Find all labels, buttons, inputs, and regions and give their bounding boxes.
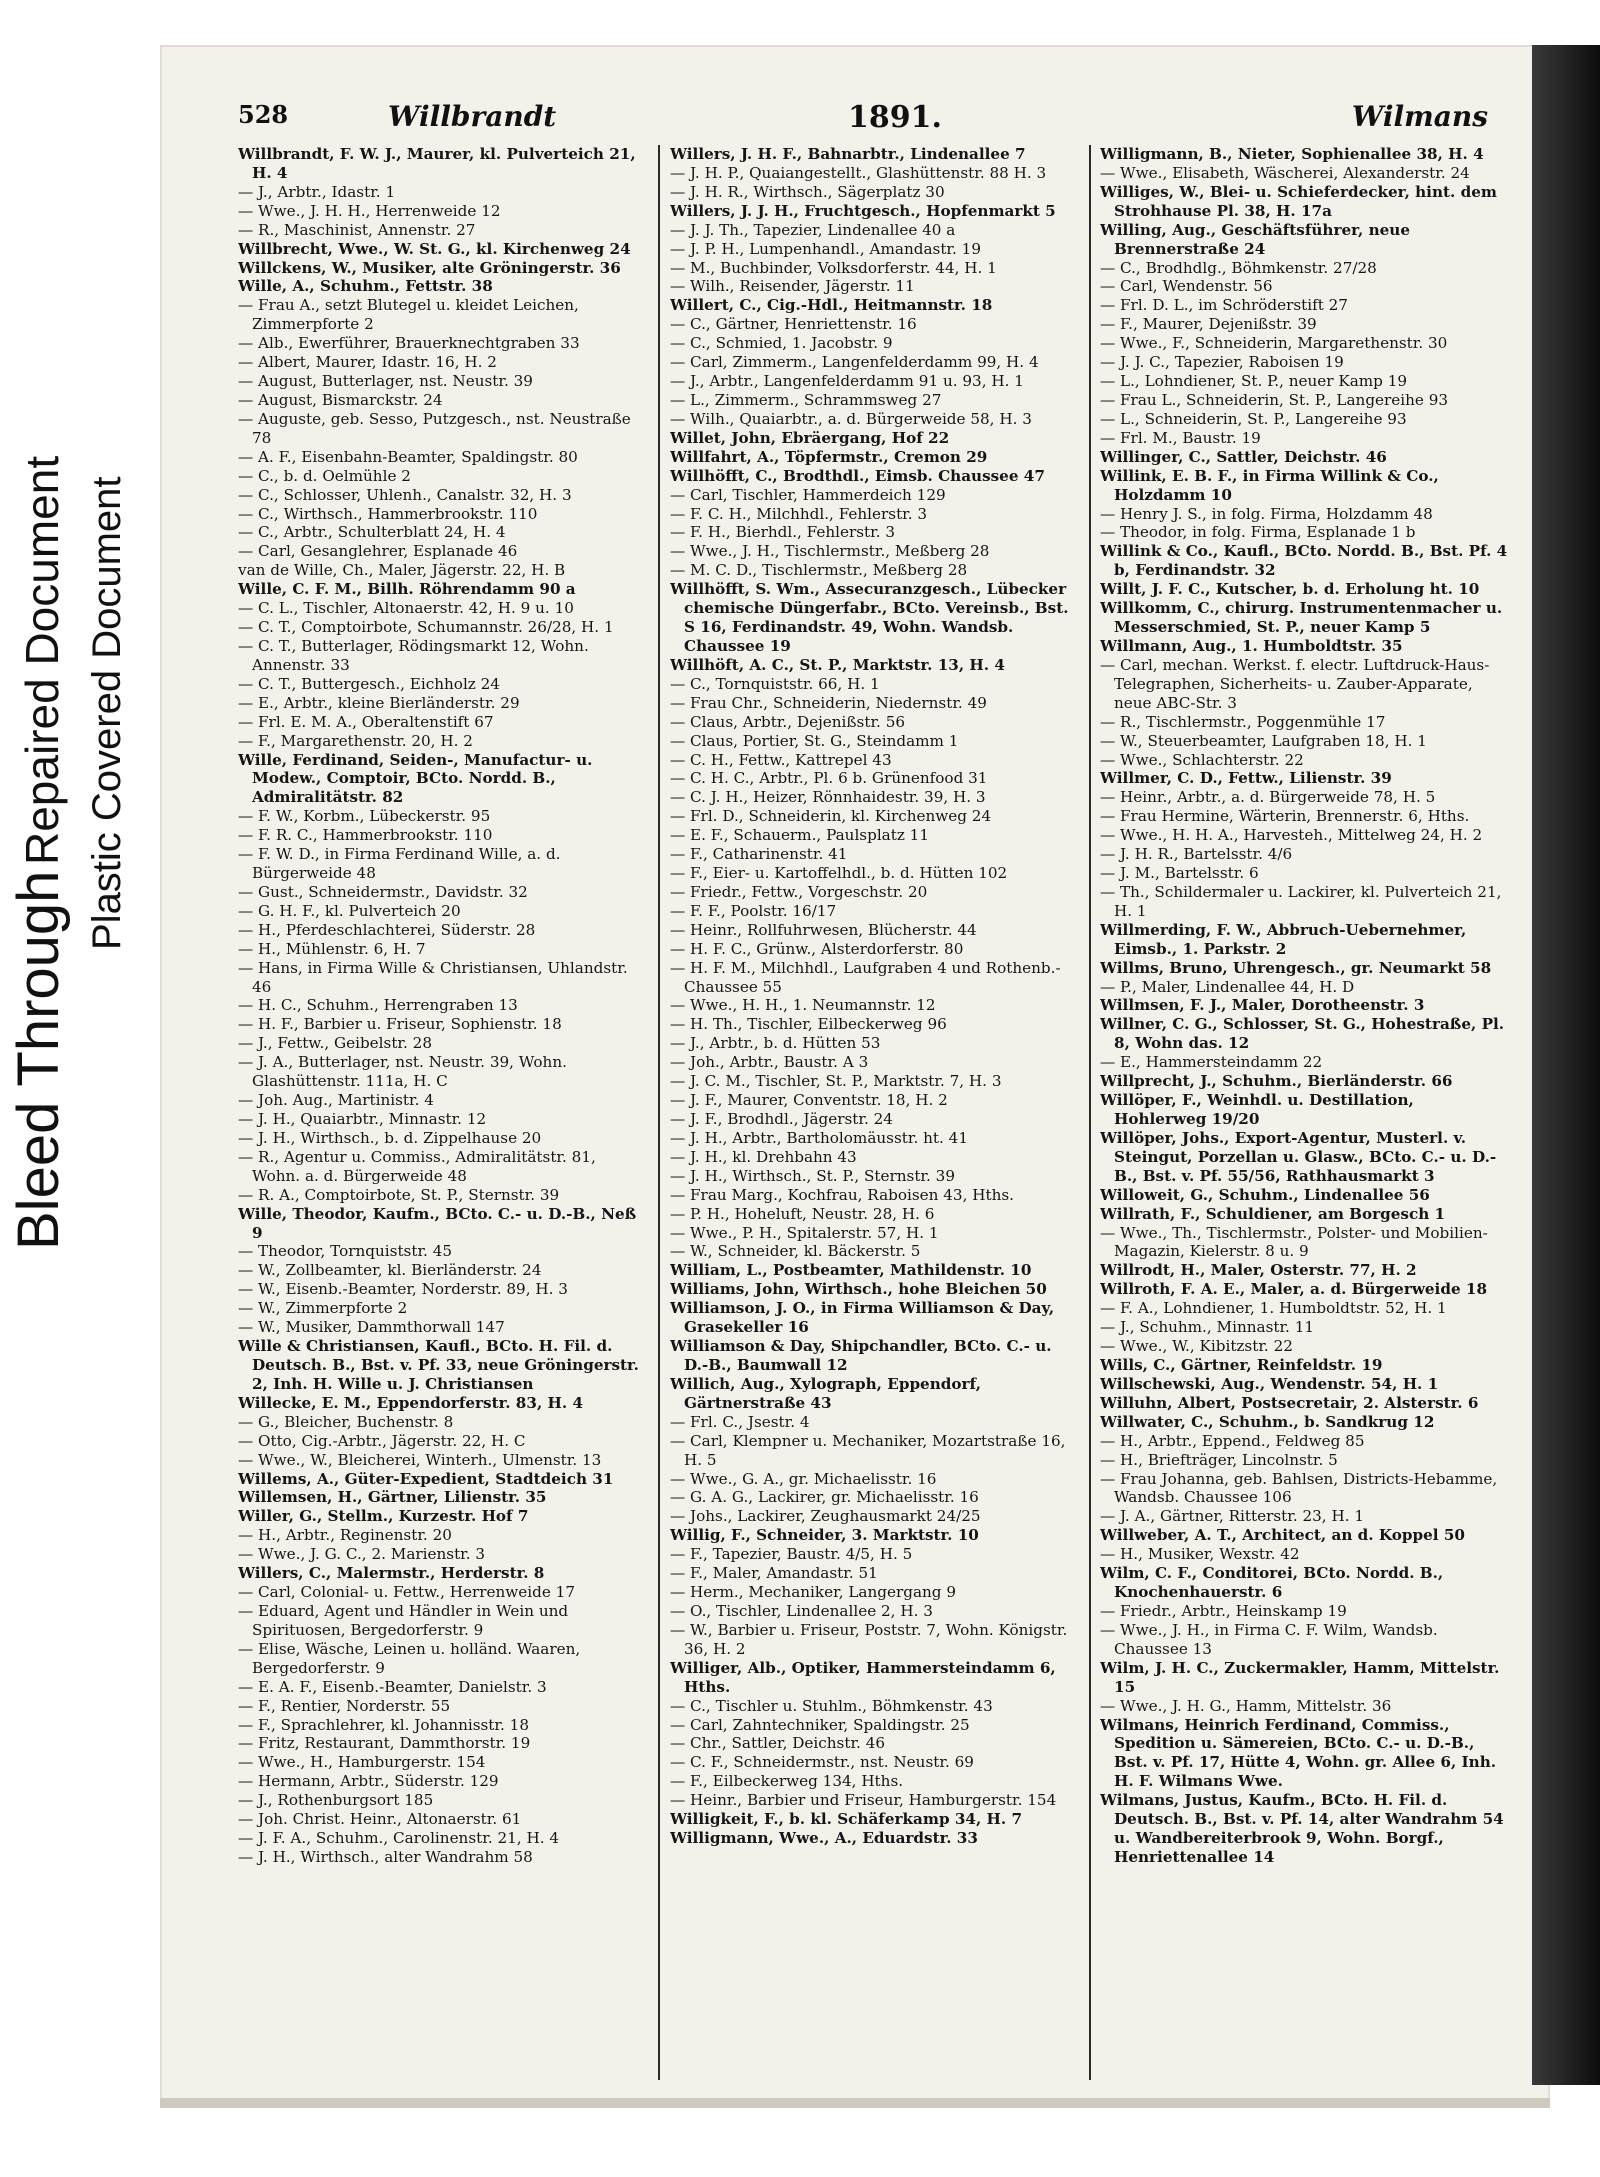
directory-entry: — J. A., Gärtner, Ritterstr. 23, H. 1 bbox=[1100, 1507, 1365, 1526]
directory-entry: — Frau Hermine, Wärterin, Brennerstr. 6, Hths. bbox=[1100, 807, 1470, 826]
directory-entry: — Wwe., J. H., in Firma C. F. Wilm, Wandsb. Chaussee 13 bbox=[1100, 1620, 1438, 1658]
directory-entry: — Frau A., setzt Blutegel u. kleidet Leichen, Zimmerpforte 2 bbox=[238, 296, 579, 334]
directory-entry: Willmerding, F. W., Abbruch-Uebernehmer, Eimsb., 1. Parkstr. 2 bbox=[1100, 920, 1467, 958]
directory-entry: Wille & Christiansen, Kaufl., BCto. H. Fil. d. Deutsch. B., Bst. v. Pf. 33, neue Gröningerstr. 2, Inh. H. Wille u. J. Christiansen bbox=[238, 1337, 639, 1393]
directory-entry: — Wwe., H. H. A., Harvesteh., Mittelweg 24, H. 2 bbox=[1100, 826, 1483, 845]
directory-entry: — J. F., Brodhdl., Jägerstr. 24 bbox=[670, 1110, 893, 1129]
directory-entry: Willöper, Johs., Export-Agentur, Musterl. v. Steingut, Porzellan u. Glasw., BCto. C.- u. D.-B., Bst. v. Pf. 55/56, Rathhausmarkt 3 bbox=[1100, 1128, 1497, 1185]
directory-entry: — J. C. M., Tischler, St. P., Marktstr. 7, H. 3 bbox=[670, 1072, 1002, 1091]
directory-entry: — F. W. D., in Firma Ferdinand Wille, a. d. Bürgerweide 48 bbox=[238, 845, 561, 883]
directory-entry: — W., Schneider, kl. Bäckerstr. 5 bbox=[670, 1242, 921, 1261]
directory-entry: — Otto, Cig.-Arbtr., Jägerstr. 22, H. C bbox=[238, 1431, 526, 1450]
directory-entry: Willhöfft, C., Brodthdl., Eimsb. Chaussee 47 bbox=[670, 466, 1045, 485]
repaired-document-label: Repaired Document bbox=[16, 455, 68, 865]
directory-entry: — Frl. E. M. A., Oberaltenstift 67 bbox=[238, 712, 494, 731]
directory-entry: — F. R. C., Hammerbrookstr. 110 bbox=[238, 826, 493, 845]
directory-entry: — Claus, Arbtr., Dejenißstr. 56 bbox=[670, 712, 906, 731]
directory-entry: — H., Mühlenstr. 6, H. 7 bbox=[238, 939, 426, 958]
column-rule bbox=[1089, 145, 1091, 2080]
directory-entry: — Wwe., J. H. H., Herrenweide 12 bbox=[238, 201, 501, 220]
directory-entry: — Frau L., Schneiderin, St. P., Langereihe 93 bbox=[1100, 390, 1449, 409]
directory-entry: — C., b. d. Oelmühle 2 bbox=[238, 466, 411, 485]
directory-entry: — Frl. M., Baustr. 19 bbox=[1100, 428, 1261, 447]
directory-entry: — Frl. C., Jsestr. 4 bbox=[670, 1412, 810, 1431]
directory-entry: — Eduard, Agent und Händler in Wein und Spirituosen, Bergedorferstr. 9 bbox=[238, 1601, 569, 1639]
directory-entry: Willprecht, J., Schuhm., Bierländerstr. 66 bbox=[1100, 1072, 1453, 1091]
directory-entry: — Heinr., Rollfuhrwesen, Blücherstr. 44 bbox=[670, 920, 977, 939]
directory-entry: — Frl. D. L., im Schröderstift 27 bbox=[1100, 296, 1348, 315]
directory-entry: — Carl, Tischler, Hammerdeich 129 bbox=[670, 485, 946, 504]
directory-entry: — Henry J. S., in folg. Firma, Holzdamm 48 bbox=[1100, 504, 1433, 523]
directory-entry: — Auguste, geb. Sesso, Putzgesch., nst. Neustraße 78 bbox=[238, 409, 631, 447]
directory-entry: — Fritz, Restaurant, Dammthorstr. 19 bbox=[238, 1734, 531, 1753]
directory-entry: — F., Rentier, Norderstr. 55 bbox=[238, 1696, 451, 1715]
directory-entry: — E. F., Schauerm., Paulsplatz 11 bbox=[670, 826, 929, 845]
directory-entry: — Joh. Christ. Heinr., Altonaerstr. 61 bbox=[238, 1810, 522, 1829]
directory-entry: — Alb., Ewerführer, Brauerknechtgraben 33 bbox=[238, 334, 580, 353]
directory-entry: — C. H., Fettw., Kattrepel 43 bbox=[670, 750, 892, 769]
directory-entry: — J. H., kl. Drehbahn 43 bbox=[670, 1147, 857, 1166]
directory-entry: Willich, Aug., Xylograph, Eppendorf, Gärtnerstraße 43 bbox=[670, 1374, 982, 1412]
directory-entry: — L., Schneiderin, St. P., Langereihe 93 bbox=[1100, 409, 1407, 428]
directory-entry: Willoweit, G., Schuhm., Lindenallee 56 bbox=[1100, 1185, 1430, 1204]
directory-entry: Willmsen, F. J., Maler, Dorotheenstr. 3 bbox=[1100, 996, 1425, 1015]
column-3 bbox=[1100, 145, 1508, 2080]
directory-entry: — C., Arbtr., Schulterblatt 24, H. 4 bbox=[238, 523, 506, 542]
directory-entry: — Heinr., Arbtr., a. d. Bürgerweide 78, H. 5 bbox=[1100, 788, 1436, 807]
directory-entry: — Friedr., Arbtr., Heinskamp 19 bbox=[1100, 1601, 1347, 1620]
directory-entry: — R., Maschinist, Annenstr. 27 bbox=[238, 220, 476, 239]
header-right-name: Wilmans bbox=[1351, 100, 1488, 133]
directory-entry: Willkomm, C., chirurg. Instrumentenmacher u. Messerschmied, St. P., neuer Kamp 5 bbox=[1100, 599, 1503, 637]
directory-entry: — C. T., Butterlager, Rödingsmarkt 12, Wohn. Annenstr. 33 bbox=[238, 636, 589, 674]
header-left-name: Willbrandt bbox=[388, 100, 557, 133]
directory-entry: Williamson, J. O., in Firma Williamson & Day, Grasekeller 16 bbox=[670, 1299, 1055, 1337]
directory-entry: — C. H. C., Arbtr., Pl. 6 b. Grünenfood 31 bbox=[670, 769, 988, 788]
column-1 bbox=[238, 145, 646, 2080]
directory-entry: Willink, E. B. F., in Firma Willink & Co., Holzdamm 10 bbox=[1100, 466, 1439, 504]
directory-entry: — W., Eisenb.-Beamter, Norderstr. 89, H. 3 bbox=[238, 1280, 568, 1299]
directory-entry: — Carl, Colonial- u. Fettw., Herrenweide 17 bbox=[238, 1583, 575, 1602]
directory-entry: Willwater, C., Schuhm., b. Sandkrug 12 bbox=[1100, 1412, 1435, 1431]
directory-entry: — C. J. H., Heizer, Rönnhaidestr. 39, H. 3 bbox=[670, 788, 986, 807]
directory-entry: — Wilh., Quaiarbtr., a. d. Bürgerweide 58, H. 3 bbox=[670, 409, 1032, 428]
directory-entry: Willer, G., Stellm., Kurzestr. Hof 7 bbox=[238, 1507, 529, 1526]
directory-entry: — W., Zollbeamter, kl. Bierländerstr. 24 bbox=[238, 1261, 542, 1280]
column-2 bbox=[670, 145, 1078, 2080]
directory-entry: — J., Arbtr., b. d. Hütten 53 bbox=[670, 1034, 881, 1053]
directory-entry: — R., Agentur u. Commiss., Admiralitätstr. 81, Wohn. a. d. Bürgerweide 48 bbox=[238, 1147, 596, 1185]
directory-entry: Willschewski, Aug., Wendenstr. 54, H. 1 bbox=[1100, 1374, 1439, 1393]
directory-entry: — F., Tapezier, Baustr. 4/5, H. 5 bbox=[670, 1545, 913, 1564]
directory-entry: — G. A. G., Lackirer, gr. Michaelisstr. 16 bbox=[670, 1488, 979, 1507]
directory-entry: — Wwe., Schlachterstr. 22 bbox=[1100, 750, 1304, 769]
directory-entry: Wille, Theodor, Kaufm., BCto. C.- u. D.-B., Neß 9 bbox=[238, 1204, 637, 1242]
directory-entry: — Frau Marg., Kochfrau, Raboisen 43, Hths. bbox=[670, 1185, 1014, 1204]
directory-entry: Wills, C., Gärtner, Reinfeldstr. 19 bbox=[1100, 1356, 1383, 1374]
directory-entry: — Frau Johanna, geb. Bahlsen, Districts-Hebamme, Wandsb. Chaussee 106 bbox=[1100, 1469, 1498, 1507]
directory-entry: — Joh. Aug., Martinistr. 4 bbox=[238, 1091, 434, 1110]
directory-entry: Willner, C. G., Schlosser, St. G., Hohestraße, Pl. 8, Wohn das. 12 bbox=[1100, 1015, 1505, 1053]
directory-entry: Willms, Bruno, Uhrengesch., gr. Neumarkt 58 bbox=[1100, 958, 1492, 977]
directory-entry: — C. T., Comptoirbote, Schumannstr. 26/28, H. 1 bbox=[238, 618, 614, 637]
directory-entry: — J., Arbtr., Idastr. 1 bbox=[238, 182, 396, 201]
directory-entry: — Herm., Mechaniker, Langergang 9 bbox=[670, 1583, 957, 1602]
directory-entry: — C. F., Schneidermstr., nst. Neustr. 69 bbox=[670, 1753, 974, 1772]
directory-entry: Willmann, Aug., 1. Humboldtstr. 35 bbox=[1100, 636, 1403, 655]
directory-entry: Willhöft, A. C., St. P., Marktstr. 13, H. 4 bbox=[670, 655, 1005, 674]
directory-entry: Willers, C., Malermstr., Herderstr. 8 bbox=[238, 1564, 545, 1583]
directory-entry: Willrodt, H., Maler, Osterstr. 77, H. 2 bbox=[1100, 1261, 1417, 1280]
directory-entry: — August, Bismarckstr. 24 bbox=[238, 390, 443, 409]
directory-entry: — H., Briefträger, Lincolnstr. 5 bbox=[1100, 1450, 1338, 1469]
directory-entry: — C., Schmied, 1. Jacobstr. 9 bbox=[670, 334, 893, 353]
directory-entry: Willems, A., Güter-Expedient, Stadtdeich 31 bbox=[238, 1469, 614, 1488]
directory-entry: Willemsen, H., Gärtner, Lilienstr. 35 bbox=[238, 1488, 547, 1507]
directory-entry: — Wwe., H. H., 1. Neumannstr. 12 bbox=[670, 996, 936, 1015]
directory-entry: — J., Arbtr., Langenfelderdamm 91 u. 93, H. 1 bbox=[670, 372, 1024, 391]
directory-entry: — W., Zimmerpforte 2 bbox=[238, 1299, 408, 1318]
directory-entry: — J. H., Wirthsch., b. d. Zippelhause 20 bbox=[238, 1128, 542, 1147]
directory-entry: — H. Th., Tischler, Eilbeckerweg 96 bbox=[670, 1015, 947, 1034]
directory-entry: — Frau Chr., Schneiderin, Niedernstr. 49 bbox=[670, 693, 987, 712]
directory-entry: — C., Wirthsch., Hammerbrookstr. 110 bbox=[238, 504, 538, 523]
directory-entry: — C., Brodhdlg., Böhmkenstr. 27/28 bbox=[1100, 258, 1377, 277]
directory-entry: Wilmans, Justus, Kaufm., BCto. H. Fil. d. Deutsch. B., Bst. v. Pf. 14, alter Wandrahm 54 u. Wandbereiterbrook 9, Wohn. Borgf., Henriettenallee 14 bbox=[1100, 1791, 1504, 1866]
directory-entry: — Carl, Zimmerm., Langenfelderdamm 99, H. 4 bbox=[670, 353, 1039, 372]
directory-entry: Willigmann, B., Nieter, Sophienallee 38, H. 4 bbox=[1100, 145, 1484, 163]
directory-entry: — Theodor, Tornquiststr. 45 bbox=[238, 1242, 453, 1261]
directory-entry: — L., Lohndiener, St. P., neuer Kamp 19 bbox=[1100, 372, 1408, 391]
directory-entry: — H. F. C., Grünw., Alsterdorferstr. 80 bbox=[670, 939, 964, 958]
directory-entry: Willers, J. H. F., Bahnarbtr., Lindenallee 7 bbox=[670, 145, 1026, 163]
directory-entry: Wille, A., Schuhm., Fettstr. 38 bbox=[238, 277, 493, 296]
page-header bbox=[238, 100, 1508, 140]
directory-entry: — J. H., Arbtr., Bartholomäusstr. ht. 41 bbox=[670, 1128, 968, 1147]
directory-entry: Willecke, E. M., Eppendorferstr. 83, H. 4 bbox=[238, 1393, 584, 1412]
directory-entry: — F. C. H., Milchhdl., Fehlerstr. 3 bbox=[670, 504, 928, 523]
directory-entry: Willfahrt, A., Töpfermstr., Cremon 29 bbox=[670, 447, 988, 466]
directory-entry: Willigmann, Wwe., A., Eduardstr. 33 bbox=[670, 1829, 978, 1848]
directory-entry: Williges, W., Blei- u. Schieferdecker, hint. dem Strohhause Pl. 38, H. 17a bbox=[1100, 182, 1497, 220]
directory-entry: — J. F. A., Schuhm., Carolinenstr. 21, H. 4 bbox=[238, 1829, 560, 1848]
directory-entry: — Heinr., Barbier und Friseur, Hamburgerstr. 154 bbox=[670, 1791, 1057, 1810]
directory-entry: — L., Zimmerm., Schrammsweg 27 bbox=[670, 390, 942, 409]
directory-entry: — C., Gärtner, Henriettenstr. 16 bbox=[670, 315, 917, 334]
directory-entry: — Wwe., G. A., gr. Michaelisstr. 16 bbox=[670, 1469, 937, 1488]
directory-entry: — E. A. F., Eisenb.-Beamter, Danielstr. 3 bbox=[238, 1677, 547, 1696]
directory-entry: — Wwe., W., Bleicherei, Winterh., Ulmenstr. 13 bbox=[238, 1450, 602, 1469]
directory-entry: — Wwe., J. H. G., Hamm, Mittelstr. 36 bbox=[1100, 1696, 1392, 1715]
directory-entry: — Wwe., Th., Tischlermstr., Polster- und Mobilien-Magazin, Kielerstr. 8 u. 9 bbox=[1100, 1223, 1488, 1261]
directory-entry: — E., Arbtr., kleine Bierländerstr. 29 bbox=[238, 693, 520, 712]
directory-entry: — H. C., Schuhm., Herrengraben 13 bbox=[238, 996, 518, 1015]
directory-entry: — J. J. Th., Tapezier, Lindenallee 40 a bbox=[670, 220, 956, 239]
directory-entry: — Carl, mechan. Werkst. f. electr. Luftdruck-Haus-Telegraphen, Sicherheits- u. Zauber-Apparate, neue ABC-Str. 3 bbox=[1100, 655, 1490, 712]
directory-entry: Wilmans, Heinrich Ferdinand, Commiss., Spedition u. Sämereien, BCto. C.- u. D.-B., Bst. v. Pf. 17, Hütte 4, Wohn. gr. Allee 6, Inh. H. F. Wilmans Wwe. bbox=[1100, 1715, 1497, 1791]
directory-entry: Willinger, C., Sattler, Deichstr. 46 bbox=[1100, 447, 1387, 466]
directory-entry: — G., Bleicher, Buchenstr. 8 bbox=[238, 1412, 454, 1431]
directory-entry: — Johs., Lackirer, Zeughausmarkt 24/25 bbox=[670, 1507, 981, 1526]
directory-entry: — M., Buchbinder, Volksdorferstr. 44, H. 1 bbox=[670, 258, 997, 277]
directory-entry: — J. J. C., Tapezier, Raboisen 19 bbox=[1100, 353, 1344, 372]
directory-entry: — J. H. P., Quaiangestellt., Glashüttenstr. 88 H. 3 bbox=[670, 163, 1047, 182]
directory-entry: Willbrandt, F. W. J., Maurer, kl. Pulverteich 21, H. 4 bbox=[238, 145, 636, 182]
directory-entry: — C. T., Buttergesch., Eichholz 24 bbox=[238, 674, 500, 693]
plastic-covered-label: Plastic Covered Document bbox=[85, 476, 129, 950]
directory-entry: — C., Schlosser, Uhlenh., Canalstr. 32, H. 3 bbox=[238, 485, 572, 504]
directory-entry: — P., Maler, Lindenallee 44, H. D bbox=[1100, 977, 1355, 996]
directory-entry: Willet, John, Ebräergang, Hof 22 bbox=[670, 428, 950, 447]
directory-entry: — R. A., Comptoirbote, St. P., Sternstr. 39 bbox=[238, 1185, 560, 1204]
directory-entry: Willmer, C. D., Fettw., Lilienstr. 39 bbox=[1100, 769, 1392, 788]
directory-entry: — Friedr., Fettw., Vorgeschstr. 20 bbox=[670, 882, 928, 901]
directory-entry: Willers, J. J. H., Fruchtgesch., Hopfenmarkt 5 bbox=[670, 201, 1056, 220]
bleed-through-label: Bleed Through bbox=[6, 870, 71, 1250]
directory-entry: — J., Fettw., Geibelstr. 28 bbox=[238, 1034, 432, 1053]
directory-entry: — W., Steuerbeamter, Laufgraben 18, H. 1 bbox=[1100, 731, 1427, 750]
directory-entry: — Wwe., Elisabeth, Wäscherei, Alexanderstr. 24 bbox=[1100, 163, 1470, 182]
directory-entry: van de Wille, Ch., Maler, Jägerstr. 22, H. B bbox=[238, 561, 566, 580]
directory-entry: — Albert, Maurer, Idastr. 16, H. 2 bbox=[238, 353, 497, 372]
directory-entry: — H. F. M., Milchhdl., Laufgraben 4 und Rothenb.-Chaussee 55 bbox=[670, 958, 1061, 996]
directory-entry: Willweber, A. T., Architect, an d. Koppel 50 bbox=[1100, 1526, 1465, 1545]
directory-entry: — W., Barbier u. Friseur, Poststr. 7, Wohn. Königstr. 36, H. 2 bbox=[670, 1620, 1068, 1658]
directory-entry: — Claus, Portier, St. G., Steindamm 1 bbox=[670, 731, 959, 750]
directory-entry: — Wwe., J. G. C., 2. Marienstr. 3 bbox=[238, 1545, 486, 1564]
directory-entry: — Elise, Wäsche, Leinen u. holländ. Waaren, Bergedorferstr. 9 bbox=[238, 1639, 581, 1677]
directory-entry: Willink & Co., Kaufl., BCto. Nordd. B., Bst. Pf. 4 b, Ferdinandstr. 32 bbox=[1100, 542, 1508, 580]
directory-entry: Willing, Aug., Geschäftsführer, neue Brennerstraße 24 bbox=[1100, 220, 1410, 258]
directory-entry: — M. C. D., Tischlermstr., Meßberg 28 bbox=[670, 561, 968, 580]
directory-entry: — H., Pferdeschlachterei, Süderstr. 28 bbox=[238, 920, 536, 939]
directory-entry: — C., Tischler u. Stuhlm., Böhmkenstr. 43 bbox=[670, 1696, 993, 1715]
directory-entry: Williamson & Day, Shipchandler, BCto. C.- u. D.-B., Baumwall 12 bbox=[670, 1337, 1052, 1374]
directory-entry: — F. W., Korbm., Lübeckerstr. 95 bbox=[238, 807, 491, 826]
directory-entry: — Frl. D., Schneiderin, kl. Kirchenweg 24 bbox=[670, 807, 992, 826]
directory-entry: — W., Musiker, Dammthorwall 147 bbox=[238, 1318, 505, 1337]
directory-entry: Willuhn, Albert, Postsecretair, 2. Alsterstr. 6 bbox=[1100, 1393, 1479, 1412]
directory-entry: — J. H. R., Bartelsstr. 4/6 bbox=[1100, 845, 1293, 864]
directory-entry: — August, Butterlager, nst. Neustr. 39 bbox=[238, 372, 533, 391]
directory-entry: — Carl, Gesanglehrer, Esplanade 46 bbox=[238, 542, 518, 561]
directory-entry: — F. F., Poolstr. 16/17 bbox=[670, 901, 837, 920]
directory-entry: — F. H., Bierhdl., Fehlerstr. 3 bbox=[670, 523, 896, 542]
directory-entry: — Wwe., H., Hamburgerstr. 154 bbox=[238, 1753, 486, 1772]
directory-entry: Willig, F., Schneider, 3. Marktstr. 10 bbox=[670, 1526, 979, 1545]
directory-entry: — Joh., Arbtr., Baustr. A 3 bbox=[670, 1053, 869, 1072]
directory-entry: Willert, C., Cig.-Hdl., Heitmannstr. 18 bbox=[670, 296, 993, 315]
directory-entry: — Th., Schildermaler u. Lackirer, kl. Pulverteich 21, H. 1 bbox=[1100, 882, 1502, 920]
directory-entry: — Hermann, Arbtr., Süderstr. 129 bbox=[238, 1772, 499, 1791]
directory-entry: — J. H., Quaiarbtr., Minnastr. 12 bbox=[238, 1110, 487, 1129]
directory-entry: — Carl, Klempner u. Mechaniker, Mozartstraße 16, H. 5 bbox=[670, 1431, 1066, 1469]
directory-entry: — A. F., Eisenbahn-Beamter, Spaldingstr. 80 bbox=[238, 447, 578, 466]
directory-entry: Willigkeit, F., b. kl. Schäferkamp 34, H. 7 bbox=[670, 1810, 1023, 1829]
directory-entry: — Wwe., J. H., Tischlermstr., Meßberg 28 bbox=[670, 542, 990, 561]
directory-entry: — O., Tischler, Lindenallee 2, H. 3 bbox=[670, 1601, 933, 1620]
directory-entry: Wille, C. F. M., Billh. Röhrendamm 90 a bbox=[238, 580, 576, 599]
directory-entry: Willckens, W., Musiker, alte Gröningerstr. 36 bbox=[238, 258, 621, 277]
directory-entry: — J. H., Wirthsch., St. P., Sternstr. 39 bbox=[670, 1166, 956, 1185]
directory-entry: William, L., Postbeamter, Mathildenstr. 10 bbox=[670, 1261, 1032, 1280]
directory-entry: — H. F., Barbier u. Friseur, Sophienstr. 18 bbox=[238, 1015, 562, 1034]
directory-entry: — P. H., Hoheluft, Neustr. 28, H. 6 bbox=[670, 1204, 935, 1223]
directory-entry: — Gust., Schneidermstr., Davidstr. 32 bbox=[238, 882, 528, 901]
directory-entry: — J. H., Wirthsch., alter Wandrahm 58 bbox=[238, 1847, 533, 1866]
directory-entry: — H., Arbtr., Eppend., Feldweg 85 bbox=[1100, 1431, 1365, 1450]
directory-entry: — J. P. H., Lumpenhandl., Amandastr. 19 bbox=[670, 239, 981, 258]
directory-entry: — J. H. R., Wirthsch., Sägerplatz 30 bbox=[670, 182, 945, 201]
directory-entry: — F., Eilbeckerweg 134, Hths. bbox=[670, 1772, 904, 1791]
directory-entry: — J. F., Maurer, Conventstr. 18, H. 2 bbox=[670, 1091, 948, 1110]
directory-entry: Willroth, F. A. E., Maler, a. d. Bürgerweide 18 bbox=[1100, 1280, 1488, 1299]
directory-entry: Williger, Alb., Optiker, Hammersteindamm 6, Hths. bbox=[670, 1658, 1056, 1696]
directory-entry: Wilm, C. F., Conditorei, BCto. Nordd. B., Knochenhauerstr. 6 bbox=[1100, 1564, 1444, 1602]
directory-entry: Wille, Ferdinand, Seiden-, Manufactur- u. Modew., Comptoir, BCto. Nordd. B., Admiralitätstr. 82 bbox=[238, 750, 593, 807]
directory-entry: — E., Hammersteindamm 22 bbox=[1100, 1053, 1323, 1072]
directory-entry: — Carl, Zahntechniker, Spaldingstr. 25 bbox=[670, 1715, 970, 1734]
directory-entry: — Wwe., W., Kibitzstr. 22 bbox=[1100, 1337, 1293, 1356]
directory-entry: Williams, John, Wirthsch., hohe Bleichen 50 bbox=[670, 1280, 1047, 1299]
directory-entry: — Theodor, in folg. Firma, Esplanade 1 b bbox=[1100, 523, 1416, 542]
directory-entry: — F. A., Lohndiener, 1. Humboldtstr. 52, H. 1 bbox=[1100, 1299, 1447, 1318]
directory-entry: Willt, J. F. C., Kutscher, b. d. Erholung ht. 10 bbox=[1100, 580, 1480, 599]
directory-entry: — Wwe., P. H., Spitalerstr. 57, H. 1 bbox=[670, 1223, 939, 1242]
directory-entry: — Wwe., F., Schneiderin, Margarethenstr. 30 bbox=[1100, 334, 1448, 353]
directory-entry: Willhöfft, S. Wm., Assecuranzgesch., Lübecker chemische Düngerfabr., BCto. Vereinsb., Bst. S 16, Ferdinandstr. 49, Wohn. Wandsb. Chaussee 19 bbox=[670, 580, 1069, 655]
directory-entry: — F., Eier- u. Kartoffelhdl., b. d. Hütten 102 bbox=[670, 864, 1008, 883]
directory-entry: — Carl, Wendenstr. 56 bbox=[1100, 277, 1273, 296]
directory-entry: — J. M., Bartelsstr. 6 bbox=[1100, 864, 1259, 883]
directory-entry: Willrath, F., Schuldiener, am Borgesch 1 bbox=[1100, 1204, 1446, 1223]
directory-entry: — H., Musiker, Wexstr. 42 bbox=[1100, 1545, 1300, 1564]
directory-entry: — Hans, in Firma Wille & Christiansen, Uhlandstr. 46 bbox=[238, 958, 628, 996]
directory-entry: — R., Tischlermstr., Poggenmühle 17 bbox=[1100, 712, 1386, 731]
directory-entry: — Wilh., Reisender, Jägerstr. 11 bbox=[670, 277, 915, 296]
directory-entry: Willbrecht, Wwe., W. St. G., kl. Kirchenweg 24 bbox=[238, 239, 631, 258]
directory-entry: — F., Maler, Amandastr. 51 bbox=[670, 1564, 878, 1583]
directory-entry: — J., Rothenburgsort 185 bbox=[238, 1791, 434, 1810]
directory-columns bbox=[238, 145, 1508, 2080]
page-number: 528 bbox=[238, 100, 289, 129]
directory-entry: — F., Sprachlehrer, kl. Johannisstr. 18 bbox=[238, 1715, 529, 1734]
directory-entry: — F., Margarethenstr. 20, H. 2 bbox=[238, 731, 473, 750]
directory-entry: — J. A., Butterlager, nst. Neustr. 39, Wohn. Glashüttenstr. 111a, H. C bbox=[238, 1053, 567, 1091]
directory-entry: Wilm, J. H. C., Zuckermakler, Hamm, Mittelstr. 15 bbox=[1100, 1658, 1500, 1696]
directory-entry: — H., Arbtr., Reginenstr. 20 bbox=[238, 1526, 452, 1545]
directory-entry: — Chr., Sattler, Deichstr. 46 bbox=[670, 1734, 886, 1753]
directory-entry: — C., Tornquiststr. 66, H. 1 bbox=[670, 674, 880, 693]
directory-entry: — F., Catharinenstr. 41 bbox=[670, 845, 848, 864]
directory-entry: Willöper, F., Weinhdl. u. Destillation, Hohlerweg 19/20 bbox=[1100, 1091, 1414, 1129]
directory-entry: — G. H. F., kl. Pulverteich 20 bbox=[238, 901, 461, 920]
header-year: 1891. bbox=[848, 100, 942, 135]
directory-entry: — F., Maurer, Dejenißstr. 39 bbox=[1100, 315, 1317, 334]
directory-entry: — C. L., Tischler, Altonaerstr. 42, H. 9 u. 10 bbox=[238, 599, 574, 618]
column-rule bbox=[658, 145, 660, 2080]
directory-entry: — J., Schuhm., Minnastr. 11 bbox=[1100, 1318, 1315, 1337]
